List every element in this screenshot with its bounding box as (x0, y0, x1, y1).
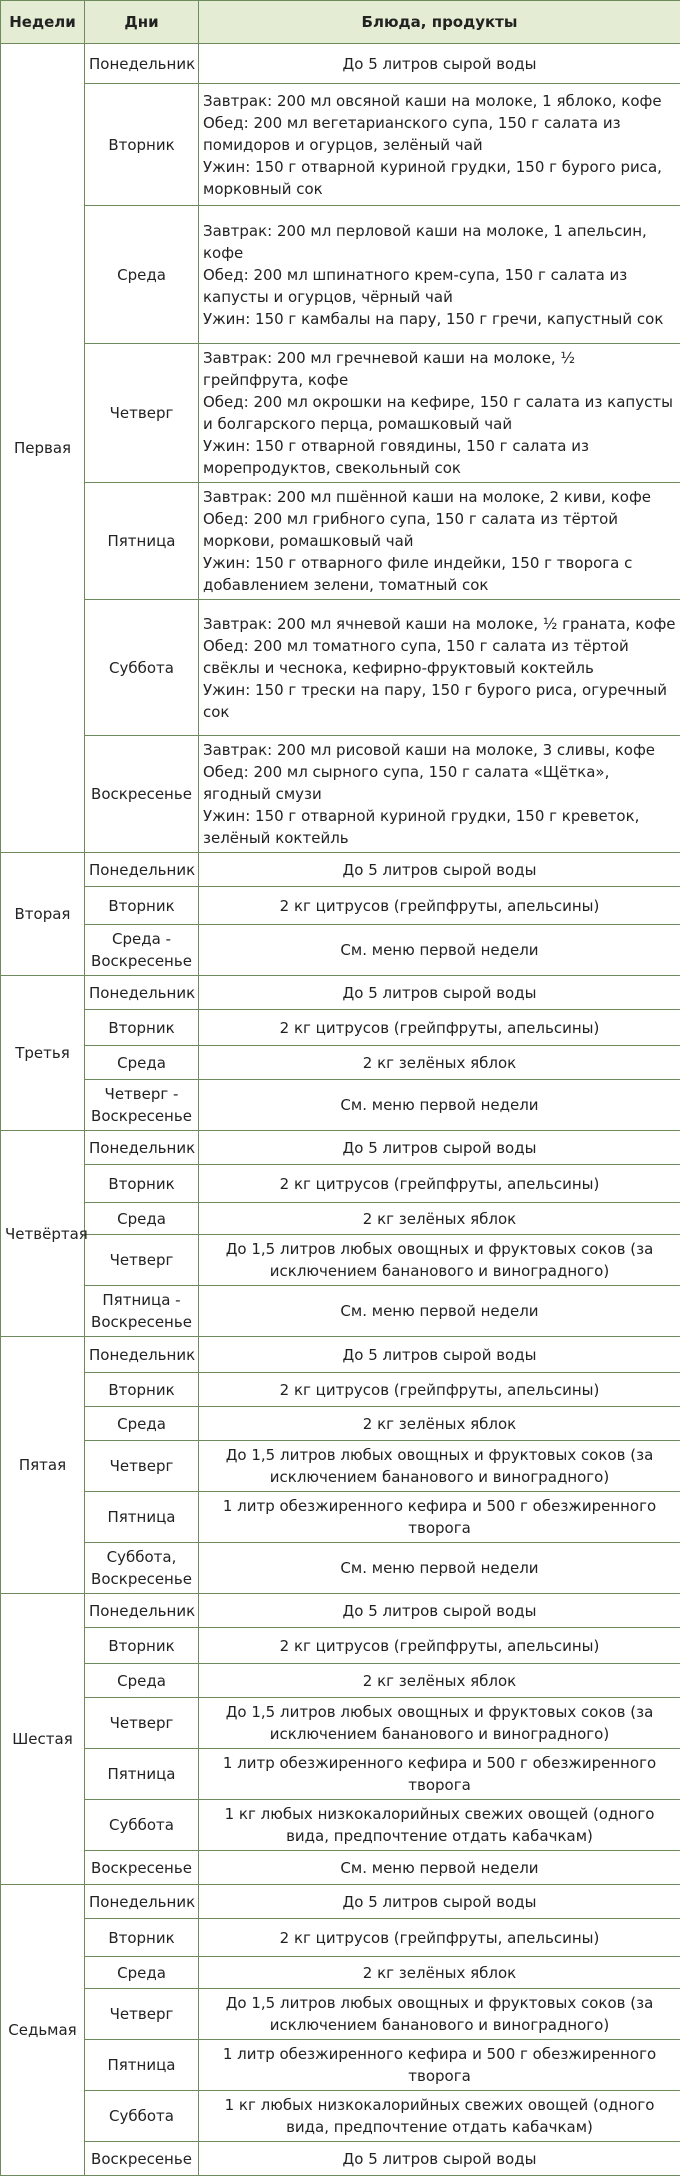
menu-cell (199, 44, 680, 84)
week-label: Третья (1, 976, 85, 1131)
menu-cell (199, 1407, 680, 1441)
table-row (1, 2142, 680, 2176)
day-label: Пятница (85, 483, 199, 600)
menu-line: До 5 литров сырой воды (203, 1344, 676, 1366)
day-label: Понедельник (85, 976, 199, 1010)
menu-line: 1 кг любых низкокалорийных свежих овощей (одного вида, предпочтение отдать кабачкам) (203, 1803, 676, 1847)
menu-line: 2 кг цитрусов (грейпфруты, апельсины) (203, 1173, 676, 1195)
menu-cell (199, 1800, 680, 1851)
day-label: Четверг (85, 1989, 199, 2040)
day-label: Воскресенье (85, 2142, 199, 2176)
menu-line: 1 литр обезжиренного кефира и 500 г обезжиренного творога (203, 1495, 676, 1539)
table-row (1, 1885, 680, 1919)
day-label: Понедельник (85, 44, 199, 84)
menu-line: 2 кг цитрусов (грейпфруты, апельсины) (203, 1017, 676, 1039)
day-label: Суббота (85, 2091, 199, 2142)
menu-line: 2 кг зелёных яблок (203, 1208, 676, 1230)
menu-line: До 1,5 литров любых овощных и фруктовых соков (за исключением бананового и виноградного) (203, 1444, 676, 1488)
menu-cell (199, 1492, 680, 1543)
day-label: Суббота, Воскресенье (85, 1543, 199, 1594)
menu-cell (199, 1989, 680, 2040)
menu-cell (199, 1286, 680, 1337)
day-label: Вторник (85, 84, 199, 206)
day-label: Четверг - Воскресенье (85, 1080, 199, 1131)
menu-cell (199, 1337, 680, 1373)
header-weeks: Недели (1, 1, 85, 44)
menu-line: 2 кг зелёных яблок (203, 1413, 676, 1435)
table-row (1, 1543, 680, 1594)
menu-line: Завтрак: 200 мл гречневой каши на молоке, ½ грейпфрута, кофе (203, 347, 676, 391)
menu-line: 2 кг цитрусов (грейпфруты, апельсины) (203, 895, 676, 917)
table-row (1, 84, 680, 206)
day-label: Вторник (85, 1010, 199, 1046)
day-label: Воскресенье (85, 1851, 199, 1885)
menu-cell (199, 1885, 680, 1919)
menu-line: 2 кг зелёных яблок (203, 1962, 676, 1984)
menu-cell (199, 344, 680, 483)
day-label: Среда (85, 1957, 199, 1989)
day-label: Пятница (85, 2040, 199, 2091)
header-row (1, 1, 680, 44)
menu-line: 2 кг цитрусов (грейпфруты, апельсины) (203, 1635, 676, 1657)
day-label: Пятница (85, 1492, 199, 1543)
menu-cell (199, 976, 680, 1010)
menu-cell (199, 1373, 680, 1407)
table-row (1, 1851, 680, 1885)
day-label: Суббота (85, 600, 199, 736)
menu-cell (199, 736, 680, 853)
menu-cell (199, 1664, 680, 1698)
menu-line: 2 кг зелёных яблок (203, 1052, 676, 1074)
menu-cell (199, 1594, 680, 1628)
menu-cell (199, 925, 680, 976)
table-row (1, 1749, 680, 1800)
day-label: Четверг (85, 1441, 199, 1492)
table-row (1, 887, 680, 925)
header-dishes: Блюда, продукты (199, 1, 680, 44)
day-label: Среда (85, 1664, 199, 1698)
menu-cell (199, 1203, 680, 1235)
table-row (1, 1594, 680, 1628)
week-label: Шестая (1, 1594, 85, 1885)
menu-line: До 5 литров сырой воды (203, 982, 676, 1004)
menu-line: До 5 литров сырой воды (203, 2148, 676, 2170)
day-label: Вторник (85, 1165, 199, 1203)
table-row (1, 483, 680, 600)
day-label: Пятница (85, 1749, 199, 1800)
day-label: Среда (85, 1046, 199, 1080)
day-label: Понедельник (85, 1594, 199, 1628)
menu-line: См. меню первой недели (203, 1094, 676, 1116)
menu-line: Завтрак: 200 мл пшённой каши на молоке, 2 киви, кофе (203, 486, 676, 508)
header-days: Дни (85, 1, 199, 44)
menu-line: Завтрак: 200 мл ячневой каши на молоке, ½ граната, кофе (203, 613, 676, 635)
menu-line: Обед: 200 мл шпинатного крем-супа, 150 г салата из капусты и огурцов, чёрный чай (203, 264, 676, 308)
table-row (1, 976, 680, 1010)
table-row (1, 344, 680, 483)
menu-line: До 5 литров сырой воды (203, 1600, 676, 1622)
week-label: Четвёртая (1, 1131, 85, 1337)
menu-cell (199, 1698, 680, 1749)
menu-cell (199, 1919, 680, 1957)
table-row (1, 1698, 680, 1749)
table-row (1, 1046, 680, 1080)
menu-cell (199, 887, 680, 925)
table-row (1, 1165, 680, 1203)
menu-line: До 5 литров сырой воды (203, 1137, 676, 1159)
table-row (1, 1286, 680, 1337)
menu-line: 1 литр обезжиренного кефира и 500 г обезжиренного творога (203, 2043, 676, 2087)
menu-cell (199, 84, 680, 206)
day-label: Воскресенье (85, 736, 199, 853)
menu-line: Завтрак: 200 мл рисовой каши на молоке, 3 сливы, кофе (203, 739, 676, 761)
table-row (1, 1235, 680, 1286)
menu-cell (199, 206, 680, 344)
menu-line: До 1,5 литров любых овощных и фруктовых соков (за исключением бананового и виноградного) (203, 1238, 676, 1282)
menu-cell (199, 1957, 680, 1989)
day-label: Четверг (85, 1235, 199, 1286)
menu-cell (199, 1046, 680, 1080)
menu-line: Завтрак: 200 мл овсяной каши на молоке, 1 яблоко, кофе (203, 90, 676, 112)
table-row (1, 1989, 680, 2040)
menu-cell (199, 2142, 680, 2176)
table-row (1, 600, 680, 736)
day-label: Четверг (85, 1698, 199, 1749)
day-label: Четверг (85, 344, 199, 483)
menu-line: До 1,5 литров любых овощных и фруктовых соков (за исключением бананового и виноградного) (203, 1992, 676, 2036)
menu-line: Обед: 200 мл грибного супа, 150 г салата из тёртой моркови, ромашковый чай (203, 508, 676, 552)
table-row (1, 2091, 680, 2142)
day-label: Среда - Воскресенье (85, 925, 199, 976)
table-row (1, 1407, 680, 1441)
menu-cell (199, 853, 680, 887)
menu-line: Ужин: 150 г отварной куриной грудки, 150 г креветок, зелёный коктейль (203, 805, 676, 849)
table-row (1, 2040, 680, 2091)
menu-line: До 1,5 литров любых овощных и фруктовых соков (за исключением бананового и виноградного) (203, 1701, 676, 1745)
week-label: Седьмая (1, 1885, 85, 2176)
table-row (1, 1441, 680, 1492)
menu-line: 2 кг зелёных яблок (203, 1670, 676, 1692)
day-label: Среда (85, 206, 199, 344)
menu-cell (199, 1131, 680, 1165)
table-row (1, 44, 680, 84)
day-label: Суббота (85, 1800, 199, 1851)
menu-line: Обед: 200 мл вегетарианского супа, 150 г салата из помидоров и огурцов, зелёный чай (203, 112, 676, 156)
week-label: Вторая (1, 853, 85, 976)
menu-line: 1 кг любых низкокалорийных свежих овощей (одного вида, предпочтение отдать кабачкам) (203, 2094, 676, 2138)
table-row (1, 1131, 680, 1165)
menu-line: До 5 литров сырой воды (203, 859, 676, 881)
menu-cell (199, 1441, 680, 1492)
menu-line: Завтрак: 200 мл перловой каши на молоке, 1 апельсин, кофе (203, 220, 676, 264)
menu-line: См. меню первой недели (203, 939, 676, 961)
menu-line: Ужин: 150 г трески на пару, 150 г бурого риса, огуречный сок (203, 679, 676, 723)
table-row (1, 1492, 680, 1543)
day-label: Понедельник (85, 1337, 199, 1373)
day-label: Понедельник (85, 1885, 199, 1919)
menu-cell (199, 1235, 680, 1286)
day-label: Понедельник (85, 853, 199, 887)
table-row (1, 206, 680, 344)
day-label: Среда (85, 1203, 199, 1235)
table-row (1, 1010, 680, 1046)
day-label: Вторник (85, 1919, 199, 1957)
menu-cell (199, 600, 680, 736)
table-row (1, 1919, 680, 1957)
table-row (1, 1800, 680, 1851)
table-row (1, 853, 680, 887)
day-label: Вторник (85, 1373, 199, 1407)
day-label: Вторник (85, 1628, 199, 1664)
table-row (1, 925, 680, 976)
menu-line: См. меню первой недели (203, 1557, 676, 1579)
menu-cell (199, 1628, 680, 1664)
table-row (1, 1664, 680, 1698)
menu-line: 2 кг цитрусов (грейпфруты, апельсины) (203, 1927, 676, 1949)
table-row (1, 736, 680, 853)
menu-cell (199, 2091, 680, 2142)
menu-line: Обед: 200 мл окрошки на кефире, 150 г салата из капусты и болгарского перца, ромашковый чай (203, 391, 676, 435)
menu-line: 2 кг цитрусов (грейпфруты, апельсины) (203, 1379, 676, 1401)
menu-line: До 5 литров сырой воды (203, 1891, 676, 1913)
menu-line: См. меню первой недели (203, 1857, 676, 1879)
week-label: Первая (1, 44, 85, 853)
menu-line: Ужин: 150 г отварного филе индейки, 150 г творога с добавлением зелени, томатный сок (203, 552, 676, 596)
table-row (1, 1957, 680, 1989)
table-row (1, 1628, 680, 1664)
table-body (1, 44, 680, 2176)
menu-line: См. меню первой недели (203, 1300, 676, 1322)
menu-line: Ужин: 150 г отварной куриной грудки, 150 г бурого риса, морковный сок (203, 156, 676, 200)
menu-cell (199, 2040, 680, 2091)
menu-line: Обед: 200 мл томатного супа, 150 г салата из тёртой свёклы и чеснока, кефирно-фруктовый коктейль (203, 635, 676, 679)
menu-line: Ужин: 150 г камбалы на пару, 150 г гречи, капустный сок (203, 308, 676, 330)
menu-cell (199, 1165, 680, 1203)
day-label: Среда (85, 1407, 199, 1441)
week-label: Пятая (1, 1337, 85, 1594)
menu-cell (199, 1749, 680, 1800)
menu-cell (199, 1010, 680, 1046)
day-label: Вторник (85, 887, 199, 925)
menu-line: Ужин: 150 г отварной говядины, 150 г салата из морепродуктов, свекольный сок (203, 435, 676, 479)
menu-line: 1 литр обезжиренного кефира и 500 г обезжиренного творога (203, 1752, 676, 1796)
menu-line: Обед: 200 мл сырного супа, 150 г салата «Щётка», ягодный смузи (203, 761, 676, 805)
table-row (1, 1203, 680, 1235)
table-row (1, 1337, 680, 1373)
menu-cell (199, 1080, 680, 1131)
table-row (1, 1080, 680, 1131)
day-label: Пятница - Воскресенье (85, 1286, 199, 1337)
day-label: Понедельник (85, 1131, 199, 1165)
table-row (1, 1373, 680, 1407)
menu-line: До 5 литров сырой воды (203, 53, 676, 75)
menu-cell (199, 483, 680, 600)
menu-cell (199, 1543, 680, 1594)
menu-cell (199, 1851, 680, 1885)
